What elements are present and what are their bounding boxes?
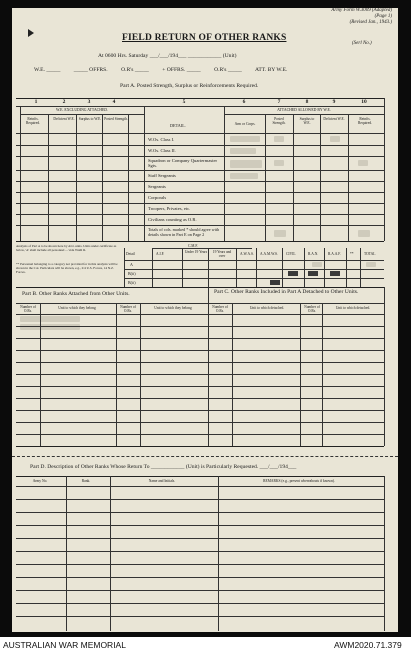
col-right-posted-strength: Posted Strength.: [272, 117, 286, 126]
vline: [282, 248, 283, 287]
we-ors: O.R's _____: [121, 67, 149, 73]
analysis-header-aamws: A.A.M.W.S.: [260, 252, 278, 256]
row-rule: [16, 386, 384, 387]
part-d-top-rule: [16, 476, 384, 477]
detail-header: DETAIL.: [170, 123, 186, 128]
row-rule: [16, 538, 384, 539]
faded-stamp: [274, 160, 284, 166]
part-b-col-number-2: Number of O.Rs.: [120, 305, 136, 314]
col-number-5: 5: [182, 99, 186, 105]
analysis-row-bii: B(ii): [128, 280, 136, 285]
faded-stamp: [366, 262, 376, 267]
col-number-4: 4: [112, 99, 116, 105]
detail-row-5: Sergeants: [148, 184, 166, 189]
row-rule: [16, 398, 384, 399]
row-rule: [16, 603, 384, 604]
part-d-header-rule: [16, 486, 384, 487]
row-rule: [16, 225, 384, 226]
analysis-header-detail: Detail: [126, 252, 135, 256]
row-rule: [16, 326, 384, 327]
col-right-surplus: Surplus to W.E.: [299, 117, 315, 126]
analysis-header-raaf: R.A.A.F.: [328, 252, 341, 256]
faded-stamp: [330, 136, 340, 142]
right-group-rule: [224, 114, 384, 115]
row-rule: [16, 422, 384, 423]
part-a-main-bottom-rule: [16, 241, 384, 242]
redaction-block: [308, 271, 318, 276]
analysis-header-under19: Under 19 Years: [184, 250, 208, 254]
vline: [256, 248, 257, 287]
row-rule: [16, 350, 384, 351]
col-right-deficient: Deficient W.E.: [323, 117, 345, 121]
vline: [346, 248, 347, 287]
vline: [265, 114, 266, 241]
col-number-8: 8: [305, 99, 309, 105]
row-rule: [16, 577, 384, 578]
vline: [224, 106, 225, 241]
row-rule: [16, 590, 384, 591]
vline: [20, 106, 21, 241]
redaction-block: [288, 271, 298, 276]
vline: [182, 248, 183, 287]
vline: [324, 248, 325, 287]
col-number-1: 1: [34, 99, 38, 105]
row-rule: [16, 499, 384, 500]
part-bc-top-rule: [16, 287, 384, 288]
part-d-col-army-no: Army No.: [32, 479, 48, 483]
analysis-row-a: A: [130, 262, 133, 267]
analysis-rule: [124, 260, 384, 261]
analysis-header-civil: CIVIL: [286, 252, 296, 256]
row-rule: [16, 192, 384, 193]
row-rule: [16, 525, 384, 526]
arrow-marker-icon: [28, 29, 34, 37]
serial-number-label: (Serl No.): [352, 41, 372, 46]
cmf-label: C.M.F.: [188, 244, 198, 248]
we-strength-line: [34, 67, 299, 73]
part-bc-subheader-rule: [16, 314, 384, 315]
detail-row-8: Civilians counting as O.R.: [148, 217, 197, 222]
part-c-col-number-2: Number of O.Rs.: [304, 305, 320, 314]
form-sheet: [12, 8, 398, 632]
part-b-title: Part B. Other Ranks Attached from Other Units.: [22, 291, 130, 297]
part-b-col-unit: Unit to which they belong: [58, 306, 96, 310]
part-bc-header-rule: [16, 303, 384, 304]
faded-stamp: [312, 262, 322, 267]
analysis-note-2: ** Personnel belonging to a category not provided for in this analysis will be shown in the Col. Particulars will be shown, e.g., 2/4 U.S. Forces, 14 N.Z. Forces.: [16, 262, 118, 274]
vline: [293, 114, 294, 241]
we-plus-offrs: + OFFRS. _____: [162, 67, 201, 73]
col-number-9: 9: [332, 99, 336, 105]
part-bc-bottom-rule: [16, 446, 384, 447]
faded-stamp: [230, 173, 258, 179]
part-c-col-unit-2: Unit to which detached.: [335, 306, 371, 310]
col-arm-corps: Arm or Corps.: [234, 122, 256, 126]
form-ref-line2: (Page 1): [374, 14, 392, 19]
form-ref-line3: (Revised Jan., 1943.): [349, 20, 392, 25]
faded-stamp: [20, 324, 80, 330]
vline: [48, 114, 49, 241]
we-label: W.E. _____: [34, 67, 61, 73]
part-b-col-number: Number of O.Rs.: [20, 305, 36, 314]
vline: [144, 106, 145, 241]
faded-stamp: [358, 230, 370, 237]
row-rule: [16, 203, 384, 204]
footer-institution: AUSTRALIAN WAR MEMORIAL: [3, 640, 126, 650]
analysis-header-total: TOTAL: [364, 252, 376, 256]
faded-stamp: [20, 316, 80, 322]
vline: [236, 248, 237, 287]
row-rule: [16, 616, 384, 617]
analysis-rule: [124, 269, 384, 270]
faded-stamp: [358, 160, 368, 166]
row-rule: [16, 512, 384, 513]
row-rule: [16, 170, 384, 171]
analysis-header-awas: A.W.A.S.: [240, 252, 254, 256]
date-unit-line: At 0600 Hrs. Saturday ___/___/194___ ____________ (Unit): [98, 53, 237, 59]
vline: [320, 114, 321, 241]
vline: [76, 114, 77, 241]
row-rule: [16, 338, 384, 339]
left-group-header: W.E. EXCLUDING ATTACHED.: [56, 108, 108, 112]
faded-stamp: [274, 136, 284, 142]
analysis-header-19over: 19 Years and over: [212, 250, 232, 259]
vline: [152, 248, 153, 287]
redaction-block: [270, 280, 280, 285]
part-c-col-unit: Unit to which detached.: [249, 306, 285, 310]
col-reinfts-required: Reinfts. Required.: [25, 117, 41, 126]
analysis-header-other: **: [350, 252, 354, 256]
analysis-row-bi: B(ii): [128, 271, 136, 276]
analysis-rule: [124, 278, 384, 279]
left-group-rule: [20, 114, 144, 115]
row-rule: [16, 374, 384, 375]
we-ors-2: O.R's _____: [214, 67, 242, 73]
detail-row-totals: Totals of cols. marked * should agree with details shown in Part E on Page 2: [148, 227, 220, 237]
row-rule: [16, 214, 384, 215]
vline: [384, 287, 385, 446]
col-number-10: 10: [361, 99, 367, 105]
faded-stamp: [274, 230, 286, 237]
header-bottom-rule: [16, 133, 384, 134]
vline: [102, 114, 103, 241]
analysis-header-ran: R.A.N.: [308, 252, 319, 256]
form-title: FIELD RETURN OF OTHER RANKS: [122, 33, 287, 43]
analysis-header-aif: A.I.F.: [156, 252, 165, 256]
detail-row-2: W.Os. Class II.: [148, 148, 176, 153]
vline: [124, 248, 125, 287]
col-number-7: 7: [277, 99, 281, 105]
cmf-rule: [152, 248, 252, 249]
col-number-2: 2: [62, 99, 66, 105]
right-group-header: ATTACHED ALLOWED BY W.E.: [277, 108, 331, 112]
row-rule: [16, 551, 384, 552]
detail-row-7: Troopers, Privates, etc.: [148, 206, 191, 211]
we-offrs: _____ OFFRS.: [73, 67, 108, 73]
faded-stamp: [230, 148, 256, 154]
row-rule: [16, 564, 384, 565]
row-rule: [16, 156, 384, 157]
col-surplus-we: Surplus to W.E.: [78, 117, 102, 121]
part-d-col-name: Name and Initials.: [148, 479, 176, 483]
part-d-col-remarks: REMARKS (e.g., present whereabouts if known).: [263, 479, 335, 483]
part-d-title: Part D. Description of Other Ranks Whose Return To ____________ (Unit) is Particularly Requested. ___/___/194___: [30, 464, 297, 470]
tear-off-line: [12, 456, 398, 457]
form-reference: [284, 8, 392, 26]
row-rule: [16, 434, 384, 435]
part-d-col-rank: Rank.: [81, 479, 91, 483]
detail-row-6: Corporals: [148, 195, 167, 200]
vline: [304, 248, 305, 287]
vline: [384, 98, 385, 241]
detail-row-3: Squadron or Company Quartermaster Sgts.: [148, 158, 218, 168]
col-right-reinfts: Reinfts. Required.: [357, 117, 373, 126]
part-c-title: Part C. Other Ranks Included in Part A Detached to Other Units.: [214, 289, 359, 295]
redaction-block: [330, 271, 340, 276]
part-a-title: Part A. Posted Strength, Surplus or Reinforcements Required.: [120, 83, 259, 89]
col-posted-strength: Posted Strength.: [104, 117, 128, 121]
row-rule: [16, 362, 384, 363]
vline: [384, 476, 385, 631]
vline: [360, 248, 361, 287]
col-deficient-we: Deficient W.E.: [53, 117, 75, 121]
part-c-col-number: Number of O.Rs.: [212, 305, 228, 314]
analysis-note: Analysis of Part A to be shown here by ALL units. Units under certificate as below, 'A' shall include all personnel ... vide WAR R.: [16, 244, 117, 252]
row-rule: [16, 145, 384, 146]
vline: [208, 248, 209, 287]
detail-row-1: W.Os. Class I.: [148, 137, 175, 142]
col-number-3: 3: [87, 99, 91, 105]
part-b-col-unit-2: Unit to which they belong: [154, 306, 192, 310]
vline: [128, 114, 129, 241]
vline: [348, 114, 349, 241]
faded-stamp: [230, 136, 260, 142]
form-ref-line1: Army Form W.3009 (Adapted): [331, 8, 392, 13]
col-number-6: 6: [242, 99, 246, 105]
detail-row-4: Staff Sergeants: [148, 173, 176, 178]
row-rule: [16, 410, 384, 411]
row-rule: [16, 181, 384, 182]
we-att: ATT. BY W.E.: [254, 67, 288, 73]
faded-stamp: [230, 160, 262, 168]
footer-accession-number: AWM2020.71.379: [334, 640, 402, 650]
column-number-rule: [16, 106, 384, 107]
